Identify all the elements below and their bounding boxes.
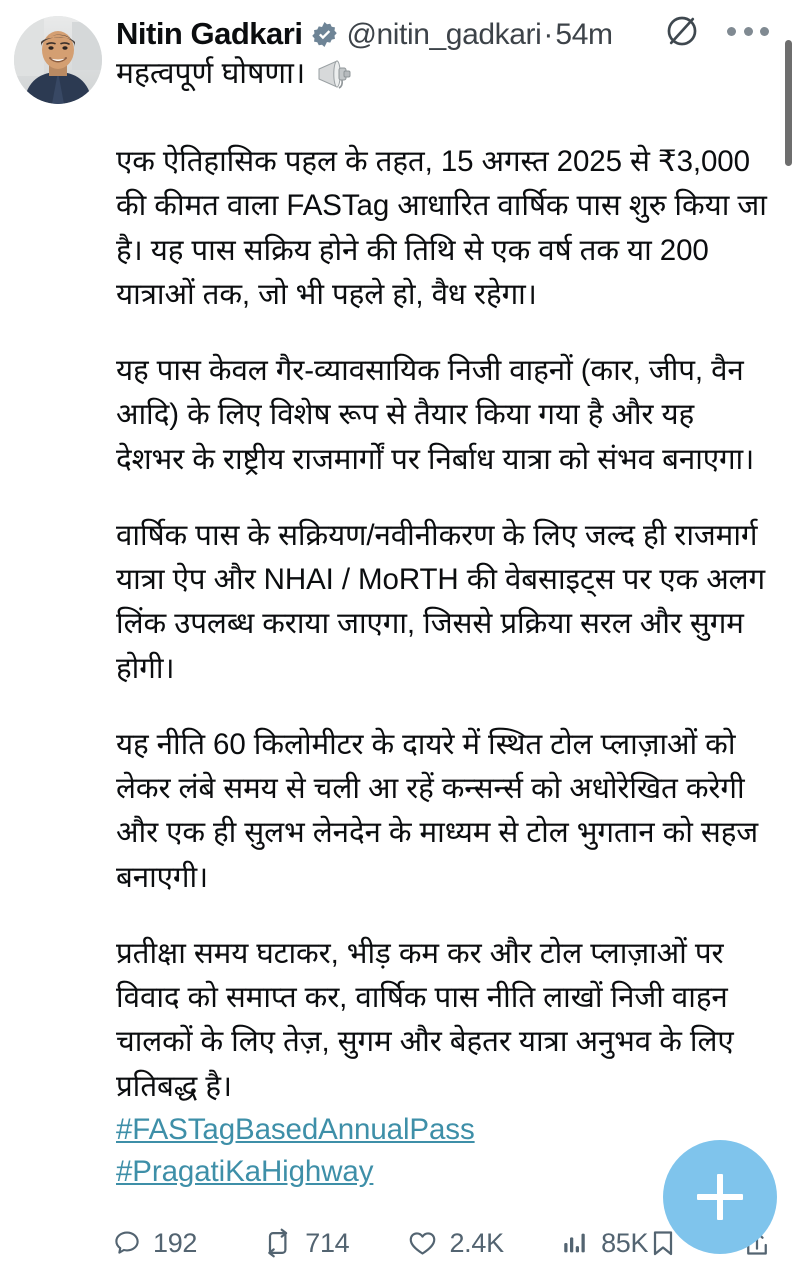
views-icon xyxy=(560,1228,590,1258)
like-action[interactable] xyxy=(407,1228,503,1259)
reply-action[interactable] xyxy=(112,1228,197,1259)
tweet-paragraph: प्रतीक्षा समय घटाकर, भीड़ कम कर और टोल प्लाज़ाओं पर विवाद को समाप्त कर, वार्षिक पास नीति लाखों निजी वाहन चालकों के लिए तेज़, सुगम और बेहतर यात्रा अनुभव के लिए प्रतिबद्ध है। xyxy=(116,936,734,1103)
more-dot xyxy=(760,27,769,36)
like-icon xyxy=(407,1228,438,1258)
compose-fab-button[interactable] xyxy=(663,1140,777,1254)
verified-badge-icon xyxy=(311,21,338,48)
avatar-image xyxy=(14,16,102,104)
tweet-headline: महत्वपूर्ण घोषणा। xyxy=(116,56,306,90)
hashtag-link[interactable]: #PragatiKaHighway xyxy=(116,1154,374,1188)
tweet-paragraph: एक ऐतिहासिक पहल के तहत, 15 अगस्त 2025 से ₹3,000 की कीमत वाला FASTag आधारित वार्षिक पास शुरु किया जा है। यह पास सक्रिय होने की तिथि से एक वर्ष तक या 200 यात्राओं तक, जो भी पहले हो, वैध रहेगा। xyxy=(116,145,767,311)
hashtag-link[interactable]: #FASTagBasedAnnualPass xyxy=(116,1112,475,1146)
handle[interactable]: @nitin_gadkari xyxy=(346,17,542,51)
display-name[interactable]: Nitin Gadkari xyxy=(116,16,303,51)
views-count: 85K xyxy=(601,1227,649,1258)
avatar[interactable] xyxy=(14,16,102,104)
tweet-paragraph: यह पास केवल गैर-व्यावसायिक निजी वाहनों (कार, जीप, वैन आदि) के लिए विशेष रूप से तैयार किया गया है और यह देशभर के राष्ट्रीय राजमार्गों पर निर्बाध यात्रा को संभव बनाएगा। xyxy=(116,354,755,476)
timestamp[interactable]: 54m xyxy=(555,17,613,51)
retweet-icon xyxy=(262,1228,294,1258)
tweet-header xyxy=(14,10,773,116)
header-actions xyxy=(665,14,769,48)
more-dot xyxy=(744,27,753,36)
tweet-headline-row xyxy=(116,55,773,93)
reply-count: 192 xyxy=(153,1227,198,1258)
megaphone-emoji xyxy=(315,58,355,90)
like-count: 2.4K xyxy=(449,1227,504,1258)
bookmark-icon xyxy=(648,1228,678,1258)
tweet-paragraph: यह नीति 60 किलोमीटर के दायरे में स्थित टोल प्लाज़ाओं को लेकर लंबे समय से चली आ रहें कन्सर्न्स को अधोरेखित करेगी और एक ही सुलभ लेनदेन के माध्यम से टोल भुगतान को सहज बनाएगी। xyxy=(116,727,759,894)
more-dot xyxy=(727,27,736,36)
retweet-count: 714 xyxy=(305,1227,350,1258)
views-action[interactable] xyxy=(560,1228,648,1259)
scrollbar-thumb[interactable] xyxy=(785,40,792,166)
retweet-action[interactable] xyxy=(262,1228,349,1259)
reply-icon xyxy=(112,1228,142,1258)
more-options-icon[interactable] xyxy=(727,24,769,38)
tweet-body xyxy=(116,140,773,1193)
grok-icon[interactable] xyxy=(665,14,699,48)
tweet-paragraph: वार्षिक पास के सक्रियण/नवीनीकरण के लिए जल्द ही राजमार्ग यात्रा ऐप और NHAI / MoRTH की वेबसाइट्स पर एक अलग लिंक उपलब्ध कराया जाएगा, जिससे प्रक्रिया सरल और सुगम होगी। xyxy=(116,518,766,685)
vertical-scrollbar[interactable] xyxy=(783,0,795,1280)
handle-separator: · xyxy=(543,17,554,51)
plus-icon xyxy=(697,1174,743,1220)
